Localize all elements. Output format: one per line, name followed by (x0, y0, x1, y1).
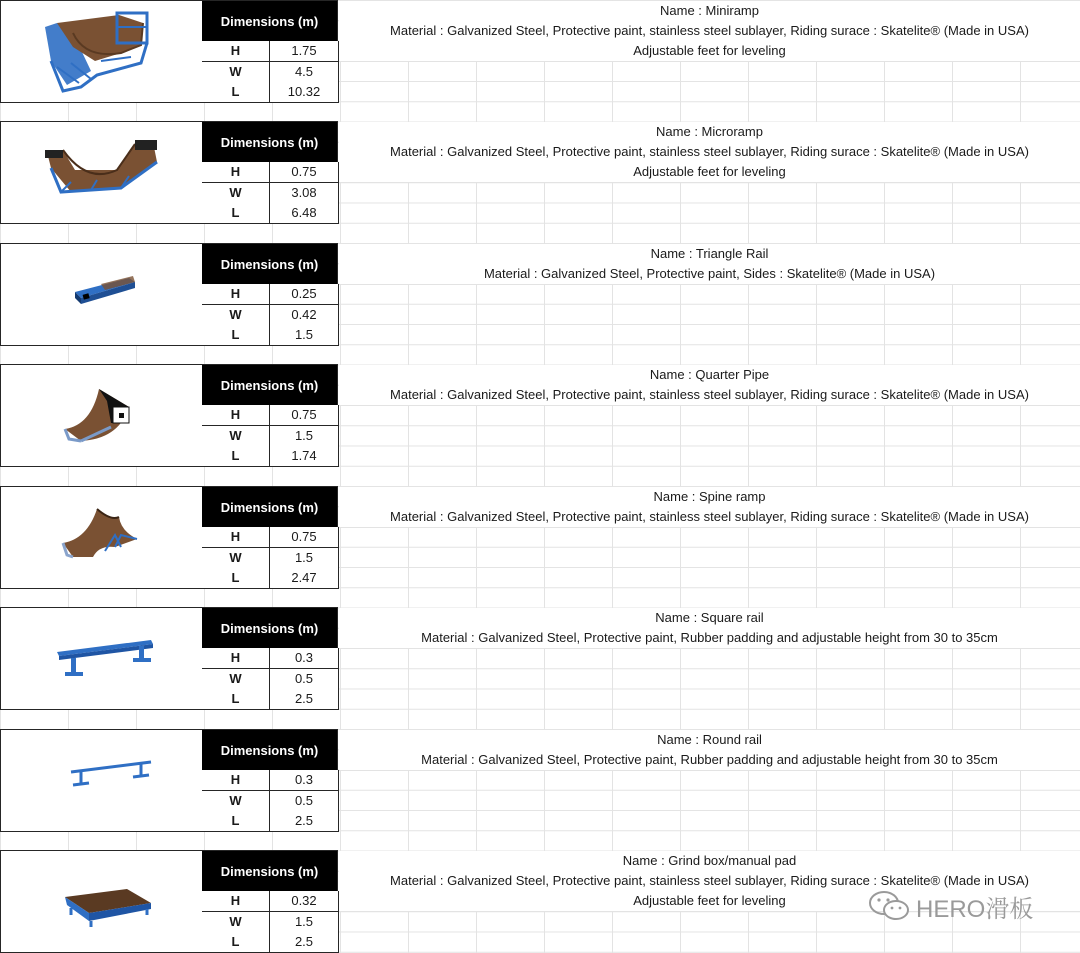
dimensions-header: Dimensions (m) (202, 243, 338, 285)
dim-value: 0.3 (294, 650, 314, 665)
round-rail-image (0, 729, 203, 832)
dim-value: 4.5 (294, 64, 314, 79)
dimensions-header: Dimensions (m) (202, 121, 338, 163)
dim-row-h (202, 41, 339, 62)
dim-value: 1.74 (291, 448, 317, 463)
product-name: Name : Grind box/manual pad (339, 851, 1080, 872)
dim-value: 1.5 (294, 327, 314, 342)
dim-key: L (202, 932, 270, 952)
dim-row-l (202, 932, 339, 953)
dim-value: 0.75 (291, 529, 317, 544)
dim-key: H (202, 527, 270, 547)
dim-value: 10.32 (287, 84, 321, 99)
product-block-round-rail (0, 729, 1080, 832)
triangle-rail-image (0, 243, 203, 346)
dim-key: H (202, 648, 270, 668)
dim-value: 1.5 (294, 428, 314, 443)
miniramp-image (0, 0, 203, 103)
microramp-image (0, 121, 203, 224)
dimensions-header: Dimensions (m) (202, 364, 338, 406)
dim-value: 2.47 (291, 570, 317, 585)
dim-row-h (202, 162, 339, 183)
dim-value: 2.5 (294, 813, 314, 828)
product-block-miniramp (0, 0, 1080, 103)
dim-row-l (202, 82, 339, 103)
dim-row-w (202, 62, 339, 83)
dim-value: 1.5 (294, 914, 314, 929)
dim-row-h (202, 891, 339, 912)
dim-row-h (202, 770, 339, 791)
dim-row-w (202, 912, 339, 933)
spine-ramp-image (0, 486, 203, 589)
product-name: Name : Round rail (339, 730, 1080, 751)
dim-row-w (202, 426, 339, 447)
dim-key: H (202, 41, 270, 61)
dim-row-l (202, 446, 339, 467)
product-material: Material : Galvanized Steel, Protective paint, Rubber padding and adjustable height from 30 to 35cm (339, 628, 1080, 649)
product-material: Material : Galvanized Steel, Protective paint, stainless steel sublayer, Riding surace : Skatelite® (Made in USA) (339, 385, 1080, 406)
dimensions-header: Dimensions (m) (202, 486, 338, 528)
dim-key: L (202, 325, 270, 345)
dim-key: H (202, 162, 270, 182)
dim-key: W (202, 548, 270, 568)
dim-key: L (202, 811, 270, 831)
product-material: Material : Galvanized Steel, Protective paint, stainless steel sublayer, Riding surace : Skatelite® (Made in USA) (339, 142, 1080, 163)
dim-value: 0.25 (291, 286, 317, 301)
product-note: Adjustable feet for leveling (339, 162, 1080, 183)
product-block-square-rail (0, 607, 1080, 710)
dim-value: 0.75 (291, 407, 317, 422)
dim-row-l (202, 325, 339, 346)
product-material: Material : Galvanized Steel, Protective paint, stainless steel sublayer, Riding surace : Skatelite® (Made in USA) (339, 871, 1080, 892)
dim-row-w (202, 791, 339, 812)
dim-key: L (202, 689, 270, 709)
product-name: Name : Miniramp (339, 1, 1080, 22)
quarter-pipe-image (0, 364, 203, 467)
dim-key: W (202, 62, 270, 82)
wechat-icon (866, 889, 912, 923)
grind-box-image (0, 850, 203, 953)
dim-value: 0.42 (291, 307, 317, 322)
dim-row-l (202, 689, 339, 710)
dim-row-l (202, 811, 339, 832)
dim-row-l (202, 568, 339, 589)
dim-key: W (202, 669, 270, 689)
dim-key: H (202, 891, 270, 911)
dim-row-h (202, 405, 339, 426)
watermark (866, 886, 1056, 926)
product-note: Adjustable feet for leveling (339, 891, 1080, 912)
dim-value: 2.5 (294, 691, 314, 706)
dim-key: W (202, 305, 270, 325)
dim-row-w (202, 669, 339, 690)
dim-value: 2.5 (294, 934, 314, 949)
product-material: Material : Galvanized Steel, Protective paint, stainless steel sublayer, Riding surace : Skatelite® (Made in USA) (339, 21, 1080, 42)
square-rail-image (0, 607, 203, 710)
product-block-quarter-pipe (0, 364, 1080, 467)
product-block-microramp (0, 121, 1080, 224)
dim-key: W (202, 426, 270, 446)
dim-value: 0.32 (291, 893, 317, 908)
dim-row-w (202, 183, 339, 204)
dim-value: 1.75 (291, 43, 317, 58)
dimensions-header: Dimensions (m) (202, 607, 338, 649)
dimensions-header: Dimensions (m) (202, 729, 338, 771)
dim-key: H (202, 284, 270, 304)
product-note: Adjustable feet for leveling (339, 41, 1080, 62)
product-name: Name : Square rail (339, 608, 1080, 629)
dimensions-header: Dimensions (m) (202, 0, 338, 42)
dimensions-header: Dimensions (m) (202, 850, 338, 892)
dim-row-l (202, 203, 339, 224)
product-name: Name : Spine ramp (339, 487, 1080, 508)
product-block-spine-ramp (0, 486, 1080, 589)
dim-value: 0.5 (294, 671, 314, 686)
product-material: Material : Galvanized Steel, Protective paint, stainless steel sublayer, Riding surace : Skatelite® (Made in USA) (339, 507, 1080, 528)
dim-key: H (202, 770, 270, 790)
product-block-triangle-rail (0, 243, 1080, 346)
dim-row-w (202, 548, 339, 569)
dim-row-w (202, 305, 339, 326)
dim-value: 6.48 (291, 205, 317, 220)
dim-key: L (202, 568, 270, 588)
dim-key: L (202, 82, 270, 102)
dim-key: W (202, 791, 270, 811)
dim-row-h (202, 284, 339, 305)
product-name: Name : Microramp (339, 122, 1080, 143)
dim-key: H (202, 405, 270, 425)
dim-key: W (202, 183, 270, 203)
product-name: Name : Quarter Pipe (339, 365, 1080, 386)
dim-key: L (202, 203, 270, 223)
dim-row-h (202, 648, 339, 669)
product-material: Material : Galvanized Steel, Protective paint, Rubber padding and adjustable height from 30 to 35cm (339, 750, 1080, 771)
product-material: Material : Galvanized Steel, Protective paint, Sides : Skatelite® (Made in USA) (339, 264, 1080, 285)
dim-value: 1.5 (294, 550, 314, 565)
product-name: Name : Triangle Rail (339, 244, 1080, 265)
dim-value: 3.08 (291, 185, 317, 200)
dim-row-h (202, 527, 339, 548)
dim-value: 0.75 (291, 164, 317, 179)
dim-key: W (202, 912, 270, 932)
dim-value: 0.5 (294, 793, 314, 808)
dim-key: L (202, 446, 270, 466)
dim-value: 0.3 (294, 772, 314, 787)
watermark-text: HERO滑板 (916, 895, 1034, 923)
